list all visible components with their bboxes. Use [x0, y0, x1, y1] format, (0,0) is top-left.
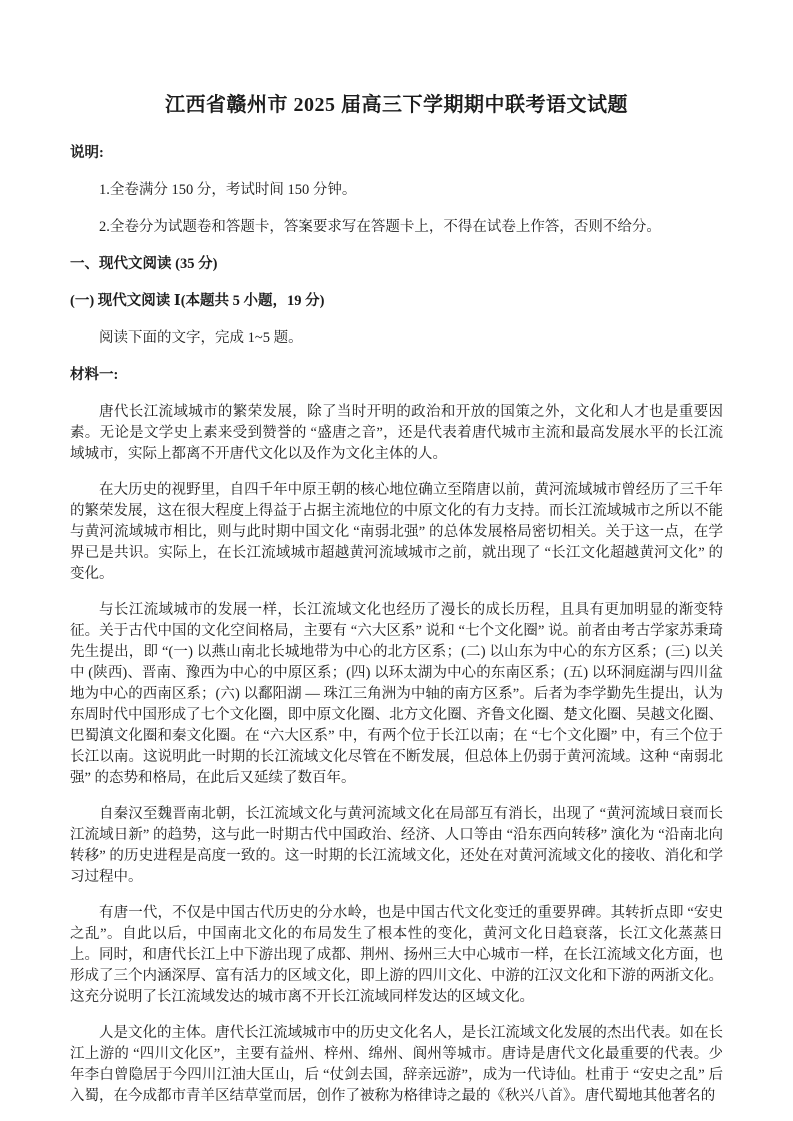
- notes-label: 说明:: [70, 145, 104, 161]
- material-paragraph-2: 在大历史的视野里，自四千年中原王朝的核心地位确立至隋唐以前，黄河流域城市曾经历了三千年的繁荣发展，这在很大程度上得益于占据主流地位的中原文化的有力支持。而长江流域城市之所以不能与黄河流域城市相比，则与此时期中国文化 “南弱北强” 的总体发展格局密切相关。关于这一点，在学界已是共识。实际上，在长江流域城市超越黄河流域城市之前，就出现了 “长江文化超越黄河文化” 的变化。: [70, 482, 723, 582]
- subsection-heading-reading-one: (一) 现代文阅读 Ⅰ(本题共 5 小题，19 分): [70, 293, 325, 309]
- material-paragraph-6: 人是文化的主体。唐代长江流域城市中的历史文化名人，是长江流域文化发展的杰出代表。如在长江上游的 “四川文化区”，主要有益州、梓州、绵州、阆州等城市。唐诗是唐代文化最重要的代表。少年李白曾隐居于今四川江油大匡山，后 “仗剑去国，辞亲远游”，成为一代诗仙。杜甫于 “安史之乱” 后入蜀，在今成都市青羊区结草堂而居，创作了被称为格律诗之最的《秋兴八首》。唐代蜀地其他著名的: [70, 1025, 723, 1104]
- material-paragraph-5: 有唐一代，不仅是中国古代历史的分水岭，也是中国古代文化变迁的重要界碑。其转折点即 “安史之乱”。自此以后，中国南北文化的布局发生了根本性的变化，黄河文化日趋衰落，长江文化蒸蒸日上。同时，和唐代长江上中下游出现了成都、荆州、扬州三大中心城市一样，在长江流域文化方面，也形成了三个内涵深厚、富有活力的区域文化，即上游的四川文化、中游的江汉文化和下游的两浙文化。这充分说明了长江流域发达的城市离不开长江流域同样发达的区域文化。: [70, 905, 723, 1005]
- notes-list: [70, 180, 723, 238]
- reading-instruction: 阅读下面的文字，完成 1~5 题。: [99, 330, 303, 346]
- material-paragraph-1: 唐代长江流域城市的繁荣发展，除了当时开明的政治和开放的国策之外，文化和人才也是重要因素。无论是文学史上素来受到赞誉的 “盛唐之音”，还是代表着唐代城市主流和最高发展水平的长江流域城市，实际上都离不开唐代文化以及作为文化主体的人。: [70, 404, 723, 462]
- note-item-1: 1.全卷满分 150 分，考试时间 150 分钟。: [99, 182, 357, 198]
- note-item-2: 2.全卷分为试题卷和答题卡，答案要求写在答题卡上，不得在试卷上作答，否则不给分。: [99, 219, 661, 235]
- material-paragraph-4: 自秦汉至魏晋南北朝，长江流域文化与黄河流域文化在局部互有消长，出现了 “黄河流域日衰而长江流域日新” 的趋势，这与此一时期古代中国政治、经济、人口等由 “沿东西向转移” 演化为 “沿南北向转移” 的历史进程是高度一致的。这一时期的长江流域文化，还处在对黄河流域文化的接收、消化和学习过程中。: [70, 806, 723, 885]
- material-one-label: 材料一:: [70, 367, 119, 383]
- material-paragraph-3: 与长江流域城市的发展一样，长江流域文化也经历了漫长的成长历程，且具有更加明显的渐变特征。关于古代中国的文化空间格局，主要有 “六大区系” 说和 “七个文化圈” 说。前者由考古学家苏秉琦先生提出，即 “(一) 以燕山南北长城地带为中心的北方区系；(二) 以山东为中心的东方区系；(三) 以关中 (陕西)、晋南、豫西为中心的中原区系；(四) 以环太湖为中心的东南区系；(五) 以环洞庭湖与四川盆地为中心的西南区系；(六) 以鄱阳湖 — 珠江三角洲为中轴的南方区系”。后者为李学勤先生提出，认为东周时代中国形成了七个文化圈，即中原文化圈、北方文化圈、齐鲁文化圈、楚文化圈、吴越文化圈、巴蜀滇文化圈和秦文化圈。在 “六大区系” 中，有两个位于长江以南；在 “七个文化圈” 中，有三个位于长江以南。这说明此一时期的长江流域文化尽管在不断发展，但总体上仍弱于黄河流域。这种 “南弱北强” 的态势和格局，在此后又延续了数百年。: [70, 602, 723, 786]
- document-title: 江西省赣州市 2025 届高三下学期期中联考语文试题: [165, 94, 628, 116]
- section-heading-modern-text-reading: 一、现代文阅读 (35 分): [70, 256, 218, 272]
